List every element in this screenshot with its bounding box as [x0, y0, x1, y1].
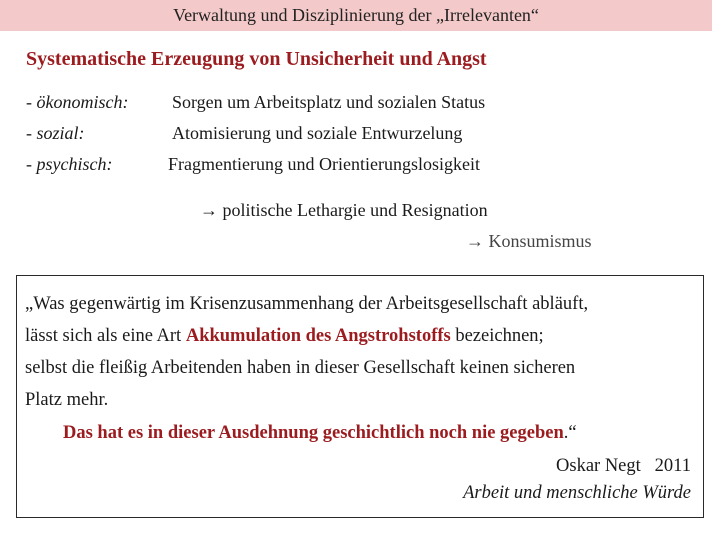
- list-item-prefix: -: [26, 92, 37, 112]
- quote-year: 2011: [654, 456, 691, 476]
- quote-line-3: selbst die fleißig Arbeitenden haben in dieser Gesellschaft keinen sicheren: [25, 358, 576, 378]
- quote-box: [16, 275, 704, 518]
- quote-attribution: [556, 456, 691, 477]
- list-item-prefix: -: [26, 123, 37, 143]
- quote-line-2-end: bezeichnen;: [450, 326, 544, 346]
- consequence-lethargie: → politische Lethargie und Resignation: [200, 200, 488, 220]
- quote-emphasis-geschichtlich: Das hat es in dieser Ausdehnung geschichtlich noch nie gegeben: [63, 423, 564, 443]
- slide-title: Verwaltung und Disziplinierung der „Irrelevanten“: [173, 5, 539, 25]
- list-item-oekonomisch: [26, 92, 128, 113]
- list-item-sozial: [26, 123, 85, 144]
- quote-line-5: [63, 423, 577, 444]
- quote-line-2-start: lässt sich als eine Art: [25, 326, 186, 346]
- consequence-konsumismus: → Konsumismus: [466, 231, 592, 251]
- list-item-text-psychisch: Fragmentierung und Orientierungslosigkeit: [168, 154, 480, 174]
- list-item-prefix: -: [26, 154, 37, 174]
- quote-closing: .“: [563, 423, 577, 443]
- quote-emphasis-angstrohstoff: Akkumulation des Angstrohstoffs: [185, 326, 451, 346]
- quote-line-1: „Was gegenwärtig im Krisenzusammenhang der Arbeitsgesellschaft abläuft,: [25, 294, 589, 314]
- quote-author: Oskar Negt: [556, 456, 641, 476]
- list-item-label: psychisch:: [36, 154, 113, 174]
- section-heading: Systematische Erzeugung von Unsicherheit und Angst: [26, 48, 487, 70]
- list-item-text-oekonomisch: Sorgen um Arbeitsplatz und sozialen Status: [172, 92, 486, 112]
- list-item-psychisch: [26, 154, 112, 175]
- list-item-text-sozial: Atomisierung und soziale Entwurzelung: [172, 123, 463, 143]
- list-item-label: sozial:: [36, 123, 85, 143]
- slide-title-bar: [0, 0, 712, 31]
- quote-line-4: Platz mehr.: [25, 390, 109, 410]
- quote-line-2: [25, 326, 544, 347]
- list-item-label: ökonomisch:: [36, 92, 129, 112]
- quote-source-work: Arbeit und menschliche Würde: [463, 483, 691, 503]
